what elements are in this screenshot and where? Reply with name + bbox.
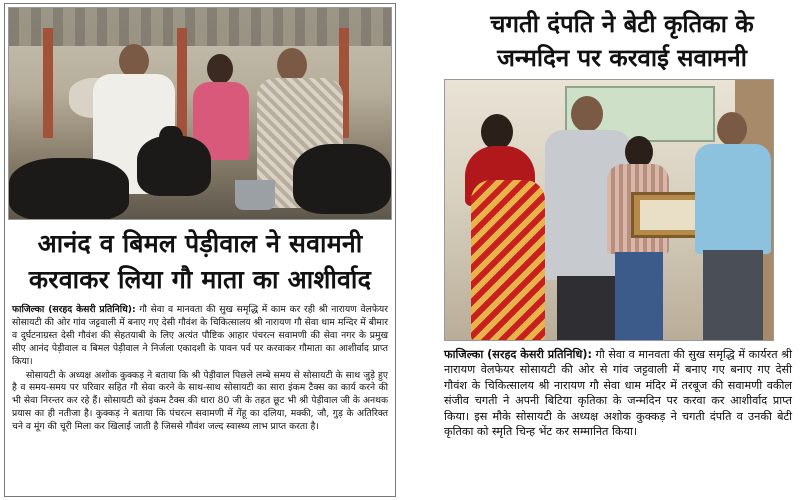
left-article-para1: गौ सेवा व मानवता की सुख समृद्धि में काम कर रही श्री नारायण वेलफेयर सोसायटी की ओर गांव जट्टवाली में बनाए गए देसी गौवंश के चिकित्सालय श्री नारायण गौ सेवा धाम मन्दिर में बीमार व दुर्घटनाग्रस्त देसी गौवंश की सेहतयाबी के लिए अत्यंत पौष्टिक आहार पंचरत्न सवामणी की सेवा नगर के प्रमुख सीए आनंद पेड़ीवाल व बिमल पेड़ीवाल ने निर्जला एकादशी के पावन पर्व पर करवाकर गौमाता का आशीर्वाद प्राप्त किया। — [12, 304, 389, 367]
left-headline-line2: करवाकर लिया गौ माता का आशीर्वाद — [28, 265, 372, 294]
left-article-para2: सोसायटी के अध्यक्ष अशोक कुक्कड़ ने बताया कि श्री पेड़ीवाल पिछले लम्बे समय से सोसायटी के साथ जुड़े हुए है व समय-समय पर परिवार सहित गौ सेवा करने के साथ-साथ सोसायटी का सारा इंकम टैक्स का कार्य करने की भी सेवा निरन्तर कर रहे हैं। सोसायटी को इंकम टैक्स की धारा 80 जी के तहत छूट भी श्री पेड़ीवाल जी के अनथक प्रयास का ही नतीजा है। कुक्कड़ ने बताया कि पंचरत्न सवामणी में गेंहू का दलिया, मक्की, जौ, गुड़ के अतिरिक्त चने व मूंग की चूरी मिला कर खिलाई जाती है जिससे गौवंश जल्द स्वास्थ्य लाभ प्राप्त करता है। — [12, 369, 388, 433]
left-headline-line1: आनंद व बिमल पेड़ीवाल ने सवामनी — [37, 229, 363, 258]
right-article-body — [434, 347, 796, 439]
left-article-photo — [8, 7, 392, 220]
right-article-photo — [444, 79, 774, 341]
left-article-headline — [8, 226, 392, 298]
left-article-dateline: फाजिल्का (सरहद केसरी प्रतिनिधि): — [12, 304, 136, 315]
left-news-clipping — [4, 3, 396, 497]
right-news-clipping — [434, 3, 796, 497]
right-article-dateline: फाजिल्का (सरहद केसरी प्रतिनिधि): — [444, 348, 592, 361]
left-article-paragraph — [12, 304, 388, 369]
right-article-headline — [434, 7, 796, 75]
right-headline-line2: जन्मदिन पर करवाई सवामनी — [497, 44, 747, 72]
left-article-body — [8, 304, 392, 434]
right-headline-line1: चगती दंपति ने बेटी कृतिका के — [490, 10, 754, 38]
right-article-para1: गौ सेवा व मानवता की सुख समृद्धि में कार्यरत श्री नारायण वेलफेयर सोसायटी की ओर से गांव जट्टवाली में बनाए गए बनाए गए देसी गौवंश के चिकित्सालय श्री नारायण गौ सेवा धाम मंदिर में तरबूज की सवामणी वकील संजीव चगती ने अपनी बिटिया कृतिका के जन्मदिन पर करवा कर आशीर्वाद प्राप्त किया। इस मौके सोसायटी के अध्यक्ष अशोक कुक्कड़ ने चगती दंपति व उनकी बेटी कृतिका को स्मृति चिन्ह भेंट कर सम्मानित किया। — [444, 348, 792, 439]
